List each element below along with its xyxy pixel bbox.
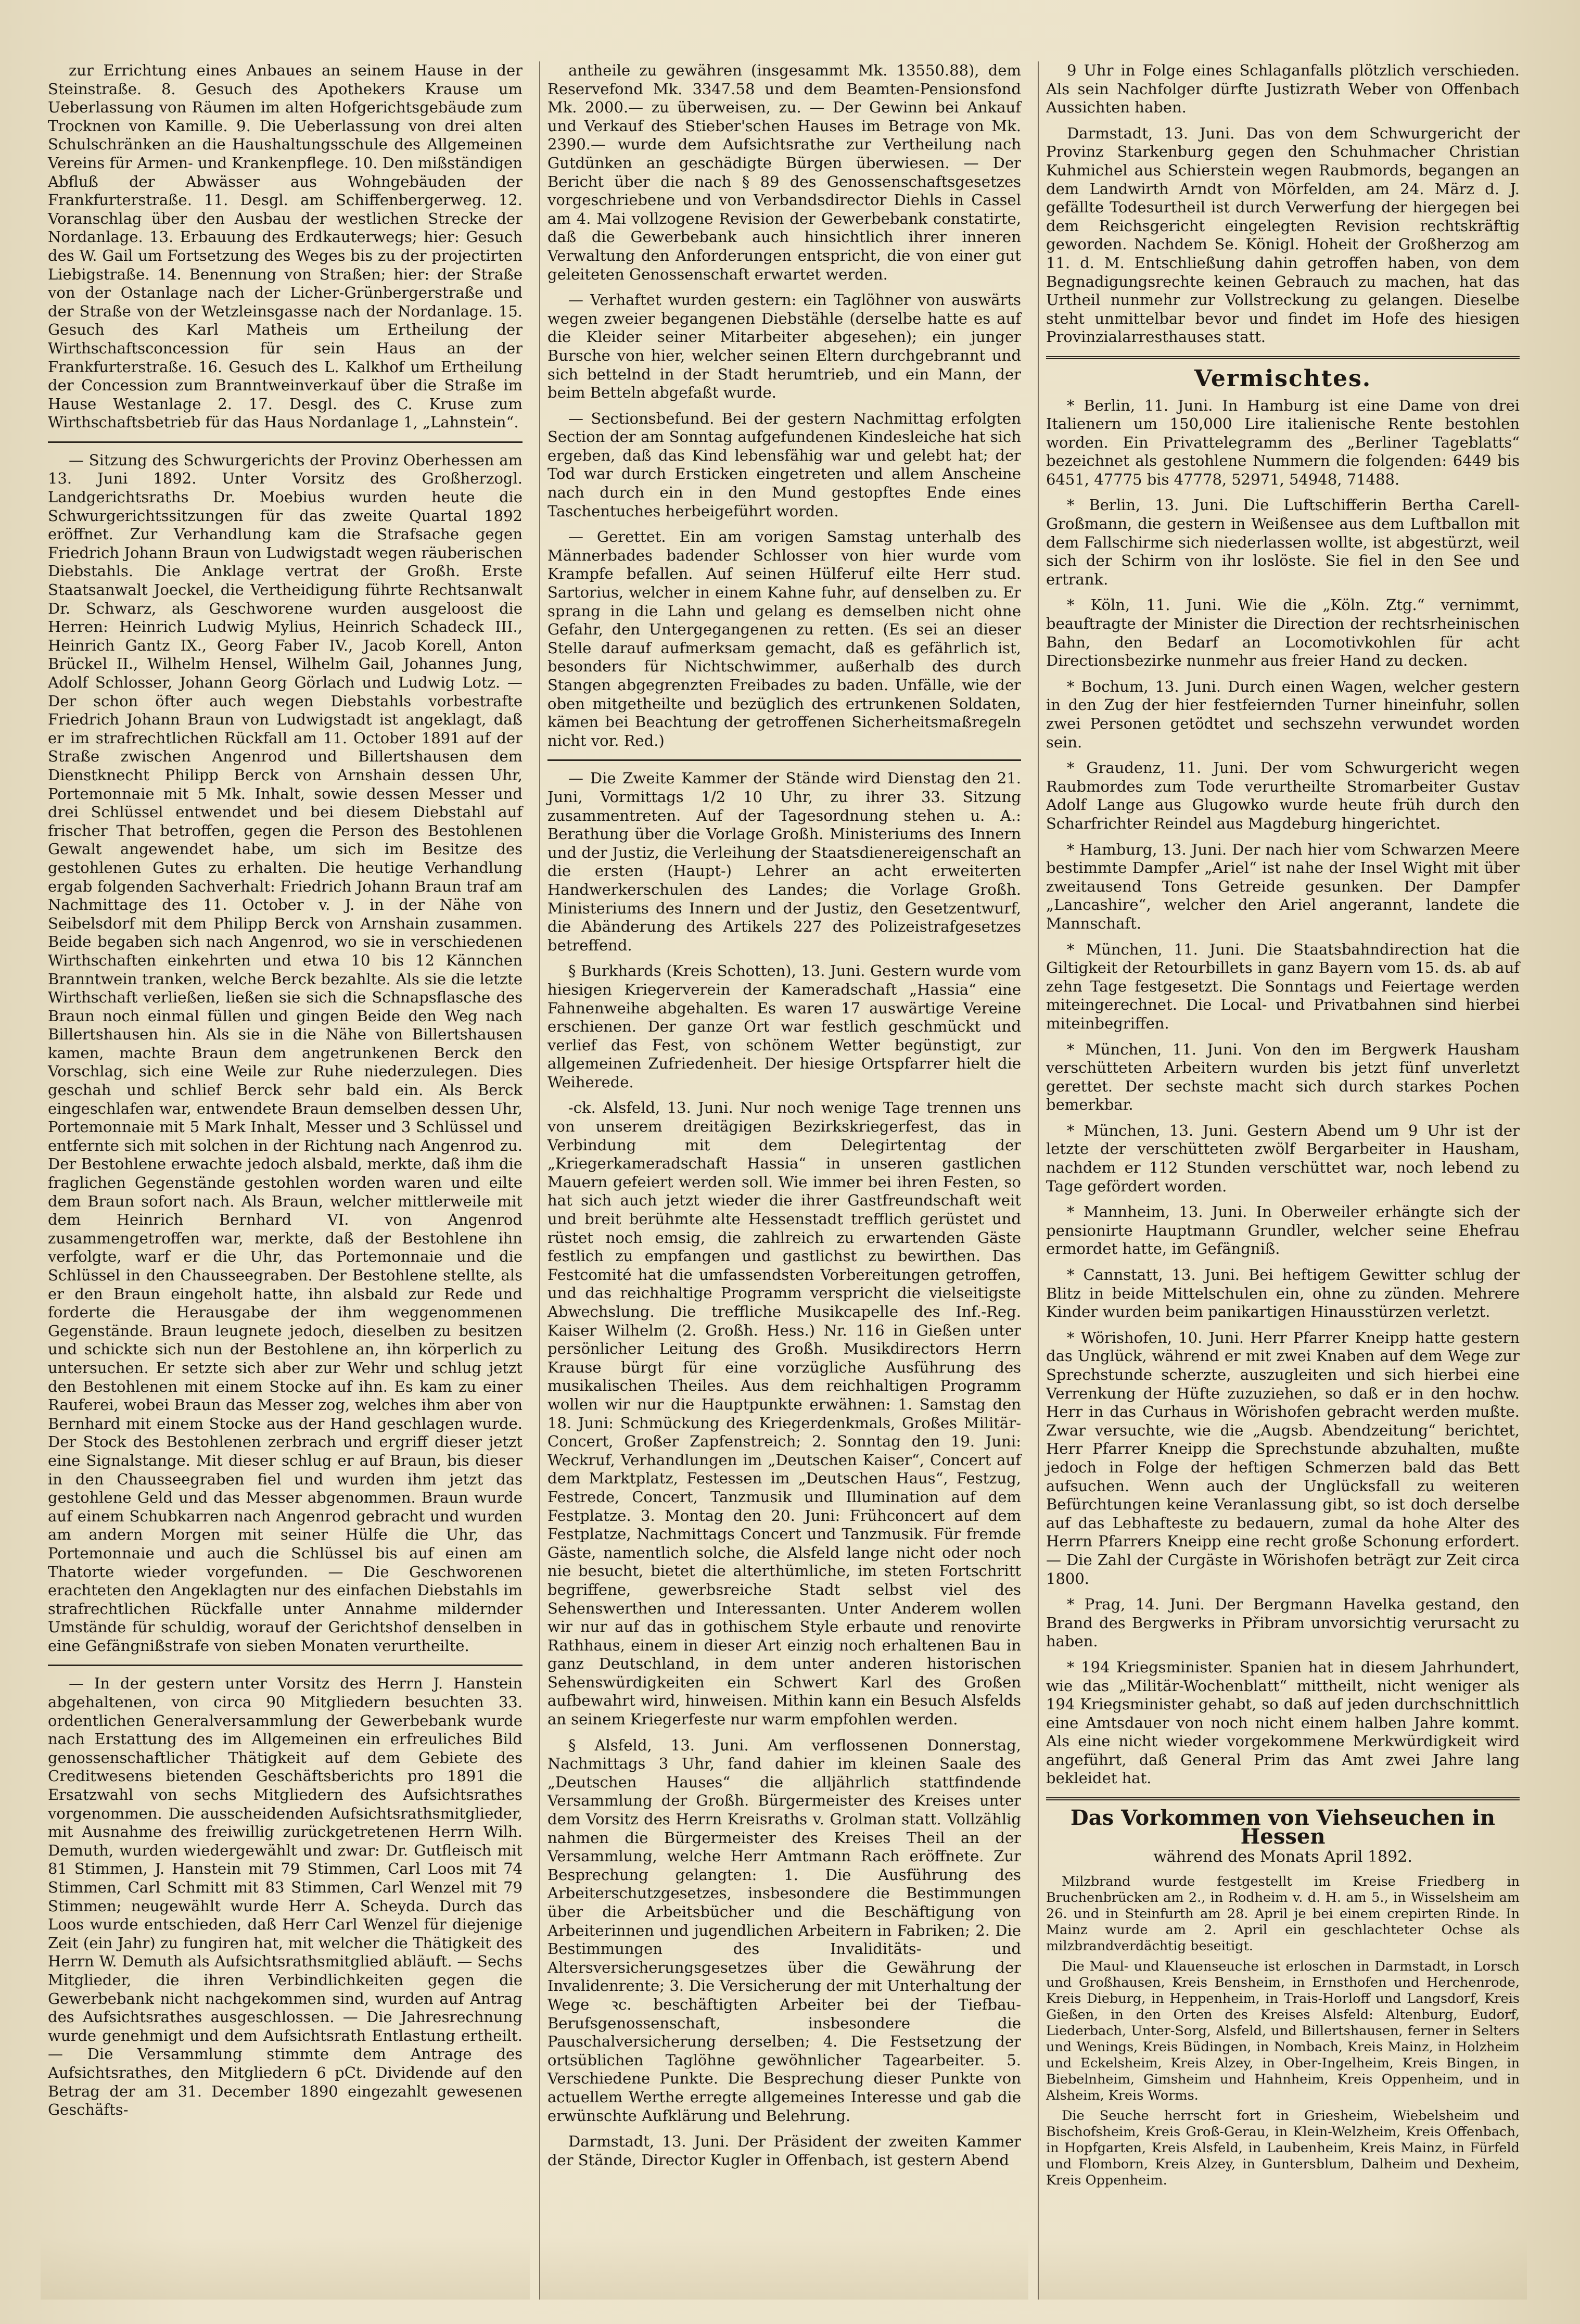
report-foot-and-mouth-ended: Die Maul- und Klauenseuche ist erloschen in Darmstadt, in Lorsch und Großhausen, Kreis Bensheim, in Ernsthofen und Herchenrode, Kreis Dieburg, in Heppenheim, in Trais-Horloff und Langsdorf, Kreis Gießen, in den Orten des Kreises Alsfeld: Altenburg, Eudorf, Liederbach, Unter-Sorg, Alsfeld, und Billertshausen, ferner in Selters und Wenings, Kreis Büdingen, in Nombach, Kreis Mainz, in Holzheim und Eckelsheim, Kreis Alzey, in Ober-Ingelheim, Kreis Bingen, in Biebelnheim, Gimsheim und Hahnheim, Kreis Oppenheim, und in Alsheim, Kreis Worms. xyxy=(1046,1958,1520,2103)
news-item-hamburg: * Hamburg, 13. Juni. Der nach hier vom Schwarzen Meere bestimmte Dampfer „Ariel“ ist nahe der Insel Wight mit über zweitausend Tons Getreide gesunken. Der Dampfer „Lancashire“, welcher den Ariel angerannt, landete die Mannschaft. xyxy=(1046,840,1520,932)
article-alsfeld-festival: -ck. Alsfeld, 13. Juni. Nur noch wenige Tage trennen uns von unserem dreitägigen Bezirkskriegerfest, das in Verbindung mit dem Delegirtentag der „Kriegerkameradschaft Hassia“ in unseren gastlichen Mauern gefeiert werden soll. Wie immer bei ihren Festen, so hat sich auch jetzt wieder die ihrer Gastfreundschaft weit und breit berühmte alte Hessenstadt trefflich gerüstet und rüstet noch emsig, die zahlreich zu erwartenden Gäste festlich zu empfangen und gastlichst zu bewirthen. Das Festcomité hat die umfassendsten Vorbereitungen getroffen, und das reichhaltige Programm verspricht die vielseitigste Abwechslung. Die treffliche Musikcapelle des Inf.-Reg. Kaiser Wilhelm (2. Großh. Hess.) Nr. 116 in Gießen unter persönlicher Leitung des Großh. Musikdirectors Herrn Krause bürgt für eine vorzügliche Ausführung des musikalischen Theiles. Aus dem reichhaltigen Programm wollen wir nur die Hauptpunkte erwähnen: 1. Samstag den 18. Juni: Schmückung des Kriegerdenkmals, Großes Militär-Concert, Großer Zapfenstreich; 2. Sonntag den 19. Juni: Weckruf, Verhandlungen im „Deutschen Kaiser“, Concert auf dem Marktplatz, Festessen im „Deutschen Haus“, Festzug, Festrede, Concert, Tanzmusik und Illumination auf dem Festplatze. 3. Montag den 20. Juni: Frühconcert auf dem Festplatze, Nachmittags Concert und Tanzmusik. Für fremde Gäste, namentlich solche, die Alsfeld lange nicht oder noch nie besucht, bietet die alterthümliche, im steten Fortschritt begriffene, gewerbsreiche Stadt selbst viel des Sehenswerthen und Interessanten. Unter Anderem wollen wir nur auf das in gothischem Style erbaute und renovirte Rathhaus, einem in dieser Art einzig noch erhaltenen Bau in ganz Deutschland, in dem unter anderen historischen Sehenswürdigkeiten ein Schwert Karl des Großen aufbewahrt wird, hinweisen. Mithin kann ein Besuch Alsfelds an seinem Kriegerfeste nur warm empfohlen werden. xyxy=(547,1099,1021,1729)
article-divider xyxy=(48,441,523,443)
section-title-vermischtes: Vermischtes. xyxy=(1194,365,1372,392)
news-item-prag: * Prag, 14. Juni. Der Bergmann Havelka gestand, den Brand des Bergwerks in Přibram unvorsichtig verursacht zu haben. xyxy=(1046,1595,1520,1650)
news-item-muenchen-tickets: * München, 11. Juni. Die Staatsbahndirection hat die Giltigkeit der Retourbillets in ganz Bayern vom 15. ds. ab auf zehn Tage festgesetzt. Die Sonntags und Feiertage werden miteingerechnet. Die Local- und Privatbahnen sind hierbei miteinbegriffen. xyxy=(1046,940,1520,1032)
news-item-berlin-theft: * Berlin, 11. Juni. In Hamburg ist eine Dame von drei Italienern um 150,000 Lire italienische Rente bestohlen worden. Ein Privattelegramm des „Berliner Tageblatts“ bezeichnet als gestohlene Nummern die folgenden: 6449 bis 6451, 47775 bis 47778, 52971, 54948, 71488. xyxy=(1046,396,1520,488)
article-divider xyxy=(547,759,1021,761)
news-item-graudenz: * Graudenz, 11. Juni. Der vom Schwurgericht wegen Raubmordes zum Tode verurtheilte Stromarbeiter Gustav Adolf Lange aus Glugowko wurde heute früh durch den Scharfrichter Reindel aus Magdeburg hingerichtet. xyxy=(1046,759,1520,832)
column-middle xyxy=(539,61,1028,2300)
news-item-bochum: * Bochum, 13. Juni. Durch einen Wagen, welcher gestern in den Zug der hier festfeiernden Turner hineinfuhr, sollen zwei Personen getödtet und sechszehn verwundet worden sein. xyxy=(1046,677,1520,751)
section-title-viehseuchen: Das Vorkommen von Viehseuchen in Hessen xyxy=(1071,1806,1495,1849)
article-second-chamber: — Die Zweite Kammer der Stände wird Dienstag den 21. Juni, Vormittags 1/2 10 Uhr, zu ihrer 33. Sitzung zusammentreten. Auf der Tagesordnung stehen u. A.: Berathung über die Vorlage Großh. Ministeriums des Innern und der Justiz, die Verleihung der Staatsdienereigenschaft an die ersten (Haupt-) Lehrer an acht erweiterten Handwerkerschulen des Landes; die Vorlage Großh. Ministeriums des Innern und der Justiz, den Gesetzentwurf, die Abänderung des Artikels 227 des Polizeistrafgesetzes betreffend. xyxy=(547,769,1021,954)
paper-aging-shade xyxy=(41,2237,530,2300)
article-alsfeld-mayors: § Alsfeld, 13. Juni. Am verflossenen Donnerstag, Nachmittags 3 Uhr, fand dahier im kleinen Saale des „Deutschen Hauses“ die alljährlich stattfindende Versammlung der Großh. Bürgermeister des Kreises unter dem Vorsitz des Herrn Kreisraths v. Grolman statt. Vollzählig nahmen die Bürgermeister des Kreises Theil an der Versammlung, welche Herr Amtmann Rach eröffnete. Zur Besprechung gelangten: 1. Die Ausführung des Arbeiterschutzgesetzes, insbesondere die Bestimmungen über die Arbeitsbücher und die Beschäftigung von Arbeiterinnen und jugendlichen Arbeitern in Fabriken; 2. Die Bestimmungen des Invaliditäts- und Altersversicherungsgesetzes über die Gewährung der Invalidenrente; 3. Die Versicherung der mit Unterhaltung der Wege ꝛc. beschäftigten Arbeiter bei der Tiefbau-Berufsgenossenschaft, insbesondere die Pauschalversicherung derselben; 4. Die Festsetzung der ortsüblichen Taglöhne gewöhnlicher Tagearbeiter. 5. Verschiedene Punkte. Die Besprechung dieser Punkte von actuellem Werthe erregte allgemeines Interesse und gab die erwünschte Aufklärung und Belehrung. xyxy=(547,1736,1021,2125)
page-columns xyxy=(41,61,1559,2300)
section-divider xyxy=(1046,1797,1520,1800)
article-burkhards: § Burkhards (Kreis Schotten), 13. Juni. Gestern wurde vom hiesigen Kriegerverein der Kameradschaft „Hassia“ eine Fahnenweihe abgehalten. Es waren 17 auswärtige Vereine erschienen. Der ganze Ort war festlich geschmückt und verlief das Fest, von schönem Wetter begünstigt, zur allgemeinen Zufriedenheit. Der hiesige Ortspfarrer hielt die Weiherede. xyxy=(547,962,1021,1091)
article-city-council-agenda: zur Errichtung eines Anbaues an seinem Hause in der Steinstraße. 8. Gesuch des Apothekers Krause um Ueberlassung von Räumen im alten Hofgerichtsgebäude zum Trocknen von Kamille. 9. Die Ueberlassung von drei alten Schulschränken an die Haushaltungsschule des Allgemeinen Vereins für Armen- und Krankenpflege. 10. Den mißständigen Abfluß der Abwässer aus Wohngebäuden der Frankfurterstraße. 11. Desgl. am Schiffenbergerweg. 12. Voranschlag über den Ausbau der westlichen Strecke der Nordanlage. 13. Erbauung des Erdkauterwegs; hier: Gesuch des W. Gail um Fortsetzung des Weges bis zu der projectirten Liebigstraße. 14. Benennung von Straßen; hier: der Straße von der Ostanlage nach der Licher-Grünbergerstraße und der Straße von der Wetzleinsgasse nach der Nordanlage. 15. Gesuch des Karl Matheis um Ertheilung der Wirthschaftsconcession für sein Haus an der Frankfurterstraße. 16. Gesuch des L. Kalkhof um Ertheilung der Concession zum Branntweinverkauf über die Straße im Hause Westanlage 2. 17. Desgl. des C. Kruse zum Wirthschaftsbetrieb für das Haus Nordanlage 1, „Lahnstein“. xyxy=(48,61,523,431)
paper-aging-shade xyxy=(540,2237,1028,2300)
news-item-muenchen-rescue: * München, 13. Juni. Gestern Abend um 9 Uhr ist der letzte der verschütteten zwölf Bergarbeiter in Hausham, nachdem er 112 Stunden verschüttet war, noch lebend zu Tage gefördert worden. xyxy=(1046,1121,1520,1195)
article-darmstadt-president: Darmstadt, 13. Juni. Der Präsident der zweiten Kammer der Stände, Director Kugler in Offenbach, ist gestern Abend xyxy=(547,2132,1021,2169)
article-autopsy-finding: — Sectionsbefund. Bei der gestern Nachmittag erfolgten Section der am Sonntag aufgefundenen Kindesleiche hat sich ergeben, daß das Kind lebensfähig war und gelebt hat; der Tod war durch Ersticken eingetreten und allem Anscheine nach durch ein in den Mund gestopftes Ende eines Taschentuches herbeigeführt worden. xyxy=(547,409,1021,520)
article-darmstadt-death-sentence: Darmstadt, 13. Juni. Das von dem Schwurgericht der Provinz Starkenburg gegen den Schuhmacher Christian Kuhmichel aus Schierstein wegen Raubmords, begangen an dem Landwirth Arndt von Mörfelden, am 24. März d. J. gefällte Todesurtheil ist durch Verwerfung der hiergegen bei dem Reichsgericht eingelegten Revision rechtskräftig geworden. Nachdem Se. Königl. Hoheit der Großherzog am 11. d. M. Entschließung dahin getroffen haben, von dem Begnadigungsrechte keinen Gebrauch zu machen, hat das Urtheil nunmehr zur Vollstreckung zu gelangen. Dieselbe steht unmittelbar bevor und findet im Hofe des hiesigen Provinzialarresthauses statt. xyxy=(1046,124,1520,346)
column-right xyxy=(1038,61,1527,2300)
viehseuchen-report xyxy=(1046,1874,1520,2189)
article-divider xyxy=(48,1665,523,1666)
article-rescued: — Gerettet. Ein am vorigen Samstag unterhalb des Männerbades badender Schlosser von hier wurde vom Krampfe befallen. Auf seinen Hülferuf eilte Herr stud. Sartorius, welcher in einem Kahne fuhr, auf denselben zu. Er sprang in die Lahn und gelang es demselben nicht ohne Gefahr, den Untergegangenen zu retten. (Es sei an dieser Stelle darauf aufmerksam gemacht, daß es gefährlich ist, besonders für Nichtschwimmer, außerhalb des durch Stangen abgegrenzten Freibades zu baden. Unfälle, wie der oben mitgetheilte und bezüglich des ertrunkenen Soldaten, kämen bei Beachtung der getroffenen Sicherheitsmaßregeln nicht vor. Red.) xyxy=(547,528,1021,750)
article-gewerbebank-continued: antheile zu gewähren (insgesammt Mk. 13550.88), dem Reservefond Mk. 3347.58 und dem Beamten-Pensionsfond Mk. 2000.— zu überweisen, zu. — Der Gewinn bei Ankauf und Verkauf des Stieber'schen Hauses im Betrage von Mk. 2390.— wurde dem Aufsichtsrathe zur Vertheilung nach Gutdünken an geschädigte Bürgen überwiesen. — Der Bericht über die nach § 89 des Genossenschaftsgesetzes vorgeschriebene und von Verbandsdirector Diehls in Cassel am 4. Mai vollzogene Revision der Gewerbebank constatirte, daß die Gewerbebank auch hinsichtlich ihrer inneren Verwaltung den Anforderungen entspricht, die von einer gut geleiteten Genossenschaft erwartet werden. xyxy=(547,61,1021,283)
news-item-mannheim: * Mannheim, 13. Juni. In Oberweiler erhängte sich der pensionirte Hauptmann Grundler, welcher seine Ehefrau ermordet hatte, im Gefängniß. xyxy=(1046,1203,1520,1258)
section-divider xyxy=(1046,356,1520,359)
paper-aging-shade xyxy=(1039,2237,1527,2300)
section-subtitle-viehseuchen: während des Monats April 1892. xyxy=(1153,1848,1412,1866)
news-item-koeln: * Köln, 11. Juni. Wie die „Köln. Ztg.“ vernimmt, beauftragte der Minister die Direction der rechtsrheinischen Bahn, den Bedarf an Locomotivkohlen für acht Directionsbezirke nunmehr aus freier Hand zu decken. xyxy=(1046,596,1520,670)
news-item-war-ministers: * 194 Kriegsminister. Spanien hat in diesem Jahrhundert, wie das „Militär-Wochenblatt“ mittheilt, nicht weniger als 194 Kriegsminister gehabt, so daß auf jeden durchschnittlich eine Amtsdauer von noch nicht einem halben Jahre kommt. Als eine nicht wieder vorgekommene Merkwürdigkeit wird angeführt, daß General Prim das Amt zwei Jahre lang bekleidet hat. xyxy=(1046,1658,1520,1787)
article-arrests: — Verhaftet wurden gestern: ein Taglöhner von auswärts wegen zweier begangenen Diebstähle (derselbe hatte es auf die Kleider seiner Mitarbeiter abgesehen); ein junger Bursche von hier, welcher seinen Eltern durchgebrannt und sich bettelnd in der Stadt herumtrieb, und ein Mann, der beim Betteln abgefaßt wurde. xyxy=(547,291,1021,402)
news-item-cannstatt: * Cannstatt, 13. Juni. Bei heftigem Gewitter schlug der Blitz in beide Mittelschulen ein, ohne zu zünden. Mehrere Kinder wurden beim panikartigen Hinausstürzen verletzt. xyxy=(1046,1266,1520,1321)
article-gewerbebank-meeting: — In der gestern unter Vorsitz des Herrn J. Hanstein abgehaltenen, von circa 90 Mitgliedern besuchten 33. ordentlichen Generalversammlung der Gewerbebank wurde nach Erstattung des im Allgemeinen ein erfreuliches Bild genossenschaftlicher Thätigkeit auf dem Gebiete des Creditwesens bietenden Geschäftsberichts pro 1891 die Ersatzwahl von sechs Mitgliedern des Aufsichtsrathes vorgenommen. Die ausscheidenden Aufsichtsrathsmitglieder, mit Ausnahme des freiwillig zurückgetretenen Herrn Wilh. Demuth, wurden wiedergewählt und zwar: Dr. Gutfleisch mit 81 Stimmen, J. Hanstein mit 79 Stimmen, Carl Loos mit 74 Stimmen, Carl Schmitt mit 83 Stimmen, Carl Wenzel mit 79 Stimmen; neugewählt wurde Herr A. Scheyda. Durch das Loos wurde entschieden, daß Herr Carl Wenzel für diejenige Zeit (ein Jahr) zu fungiren hat, mit welcher die Thätigkeit des Herrn W. Demuth als Aufsichtsrathsmitglied abläuft. — Sechs Mitglieder, die ihren Verbindlichkeiten gegen die Gewerbebank nicht nachgekommen sind, wurden auf Antrag des Aufsichtsrathes ausgeschlossen. — Die Jahresrechnung wurde genehmigt und dem Aufsichtsrath Entlastung ertheilt. — Die Versammlung stimmte dem Antrage des Aufsichtsrathes, den Mitgliedern 6 pCt. Dividende auf den Betrag der am 31. December 1890 eingezahlt gewesenen Geschäfts- xyxy=(48,1674,523,2119)
news-item-berlin-balloonist: * Berlin, 13. Juni. Die Luftschifferin Bertha Carell-Großmann, die gestern in Weißensee aus dem Luftballon mit dem Fallschirme sich niederlassen wollte, ist abgestürzt, weil sich der Schirm von ihr loslöste. Sie fiel in den See und ertrank. xyxy=(1046,496,1520,588)
article-darmstadt-continued: 9 Uhr in Folge eines Schlaganfalls plötzlich verschieden. Als sein Nachfolger dürfte Justizrath Weber von Offenbach Aussichten haben. xyxy=(1046,61,1520,117)
report-anthrax: Milzbrand wurde festgestellt im Kreise Friedberg in Bruchenbrücken am 2., in Rodheim v. d. H. am 5., in Wisselsheim am 26. und in Steinfurth am 28. April je bei einem crepirten Rinde. In Mainz wurde am 2. April ein geschlachteter Ochse als milzbrandverdächtig beseitigt. xyxy=(1046,1873,1520,1954)
report-foot-and-mouth-ongoing: Die Seuche herrscht fort in Griesheim, Wiebelsheim und Bischofsheim, Kreis Groß-Gerau, in Klein-Welzheim, Kreis Offenbach, in Hopfgarten, Kreis Alsfeld, in Laubenheim, Kreis Mainz, in Fürfeld und Flomborn, Kreis Alzey, in Guntersblum, Dalheim und Dexheim, Kreis Oppenheim. xyxy=(1046,2107,1520,2188)
news-item-woerishofen: * Wörishofen, 10. Juni. Herr Pfarrer Kneipp hatte gestern das Unglück, während er mit zwei Knaben auf dem Wege zur Sprechstunde scherzte, auszugleiten und sich hierbei eine Verrenkung der Hüfte zuzuziehen, so daß er in den hochw. Herr in das Curhaus in Wörishofen gebracht werden mußte. Zwar versuchte, wie die „Augsb. Abendzeitung“ berichtet, Herr Pfarrer Kneipp die Sprechstunde abzuhalten, mußte jedoch in Folge der heftigen Schmerzen bald das Bett aufsuchen. Wenn auch der Unglücksfall zu weiteren Befürchtungen keine Veranlassung gibt, so ist doch derselbe auf das Lebhafteste zu bedauern, zumal da hohe Alter des Herrn Pfarrers Kneipp eine recht große Schonung erfordert. — Die Zahl der Curgäste in Wörishofen beträgt zur Zeit circa 1800. xyxy=(1046,1328,1520,1588)
news-item-muenchen-mine: * München, 11. Juni. Von den im Bergwerk Hausham verschütteten Arbeitern wurden bis jetzt fünf unverletzt gerettet. Der sechste macht sich durch starkes Pochen bemerkbar. xyxy=(1046,1040,1520,1114)
column-left xyxy=(41,61,530,2300)
article-jury-court-session: — Sitzung des Schwurgerichts der Provinz Oberhessen am 13. Juni 1892. Unter Vorsitz des Großherzogl. Landgerichtsraths Dr. Moebius wurden heute die Schwurgerichtssitzungen für das zweite Quartal 1892 eröffnet. Zur Verhandlung kam die Strafsache gegen Friedrich Johann Braun von Ludwigstadt wegen räuberischen Diebstahls. Die Anklage vertrat der Großh. Erste Staatsanwalt Joeckel, die Vertheidigung führte Rechtsanwalt Dr. Schwarz, als Geschworene wurden ausgeloost die Herren: Heinrich Ludwig Mylius, Heinrich Schadeck III., Heinrich Gantz IX., Georg Faber IV., Jacob Korell, Anton Brückel II., Wilhelm Hensel, Wilhelm Gail, Johannes Jung, Adolf Schlosser, Johann Georg Görlach und Ludwig Lotz. — Der schon öfter auch wegen Diebstahls vorbestrafte Friedrich Johann Braun von Ludwigstadt ist angeklagt, daß er im strafrechtlichen Rückfall am 11. October 1891 auf der Straße zwischen Angenrod und Billertshausen dem Dienstknecht Philipp Berck von Arnshain dessen Uhr, Portemonnaie mit 5 Mk. Inhalt, sowie dessen Messer und drei Schlüssel entwendet und bei diesem Diebstahl auf frischer That betroffen, gegen die Person des Bestohlenen Gewalt angewendet habe, um sich im Besitze des gestohlenen Gutes zu erhalten. Die heutige Verhandlung ergab folgenden Sachverhalt: Friedrich Johann Braun traf am Nachmittage des 11. October v. J. in der Nähe von Seibelsdorf mit dem Philipp Berck von Arnshain zusammen. Beide begaben sich nach Angenrod, wo sie in verschiedenen Wirthschaften einkehrten und etwa 10 bis 12 Kännchen Branntwein tranken, welche Berck bezahlte. Als sie die letzte Wirthschaft verließen, ließen sie sich die Schnapsflasche des Braun noch einmal füllen und gingen Beide den Weg nach Billertshausen hin. Als sie in die Nähe von Billertshausen kamen, machte Braun dem angetrunkenen Berck den Vorschlag, sich eine Weile zur Ruhe niederzulegen. Dies geschah und schlief Berck sehr bald ein. Als Berck eingeschlafen war, entwendete Braun demselben dessen Uhr, Portemonnaie mit 5 Mark Inhalt, Messer und 3 Schlüssel und entfernte sich mit solchen in der Richtung nach Angenrod zu. Der Bestohlene erwachte jedoch alsbald, merkte, daß ihm die fraglichen Gegenstände gestohlen worden waren und eilte dem Braun sofort nach. Als Braun, welcher mittlerweile mit dem Heinrich Bernhard VI. von Angenrod zusammengetroffen war, merkte, daß der Bestohlene ihn verfolgte, warf er die Uhr, das Portemonnaie und die Schlüssel in den Chausseegraben. Der Bestohlene stellte, als er den Braun eingeholt hatte, ihn alsbald zur Rede und forderte die Herausgabe der ihm weggenommenen Gegenstände. Braun leugnete jedoch, dieselben zu besitzen und schickte sich nun der Bestohlene an, ihn körperlich zu untersuchen. Er setzte sich aber zur Wehr und schlug jetzt den Bestohlenen mit einem Stocke auf ihn. Es kam zu einer Rauferei, wobei Braun das Messer zog, welches ihm aber von Bernhard mit einem Stocke aus der Hand geschlagen wurde. Der Stock des Bestohlenen zerbrach und ergriff dieser jetzt eine Signalstange. Mit dieser schlug er auf Braun, bis dieser in den Chausseegraben fiel und wurden ihm jetzt das gestohlene Geld und das Messer abgenommen. Braun wurde auf einem Schubkarren nach Angenrod gebracht und wurden am andern Morgen mit seiner Hülfe die Uhr, das Portemonnaie und auch die Schlüssel bis auf einen am Thatorte wieder vorgefunden. — Die Geschworenen erachteten den Angeklagten nur des einfachen Diebstahls im strafrechtlichen Rückfalle unter Annahme mildernder Umstände für schuldig, worauf der Gerichtshof denselben in eine Gefängnißstrafe von sieben Monaten verurtheilte. xyxy=(48,451,523,1655)
